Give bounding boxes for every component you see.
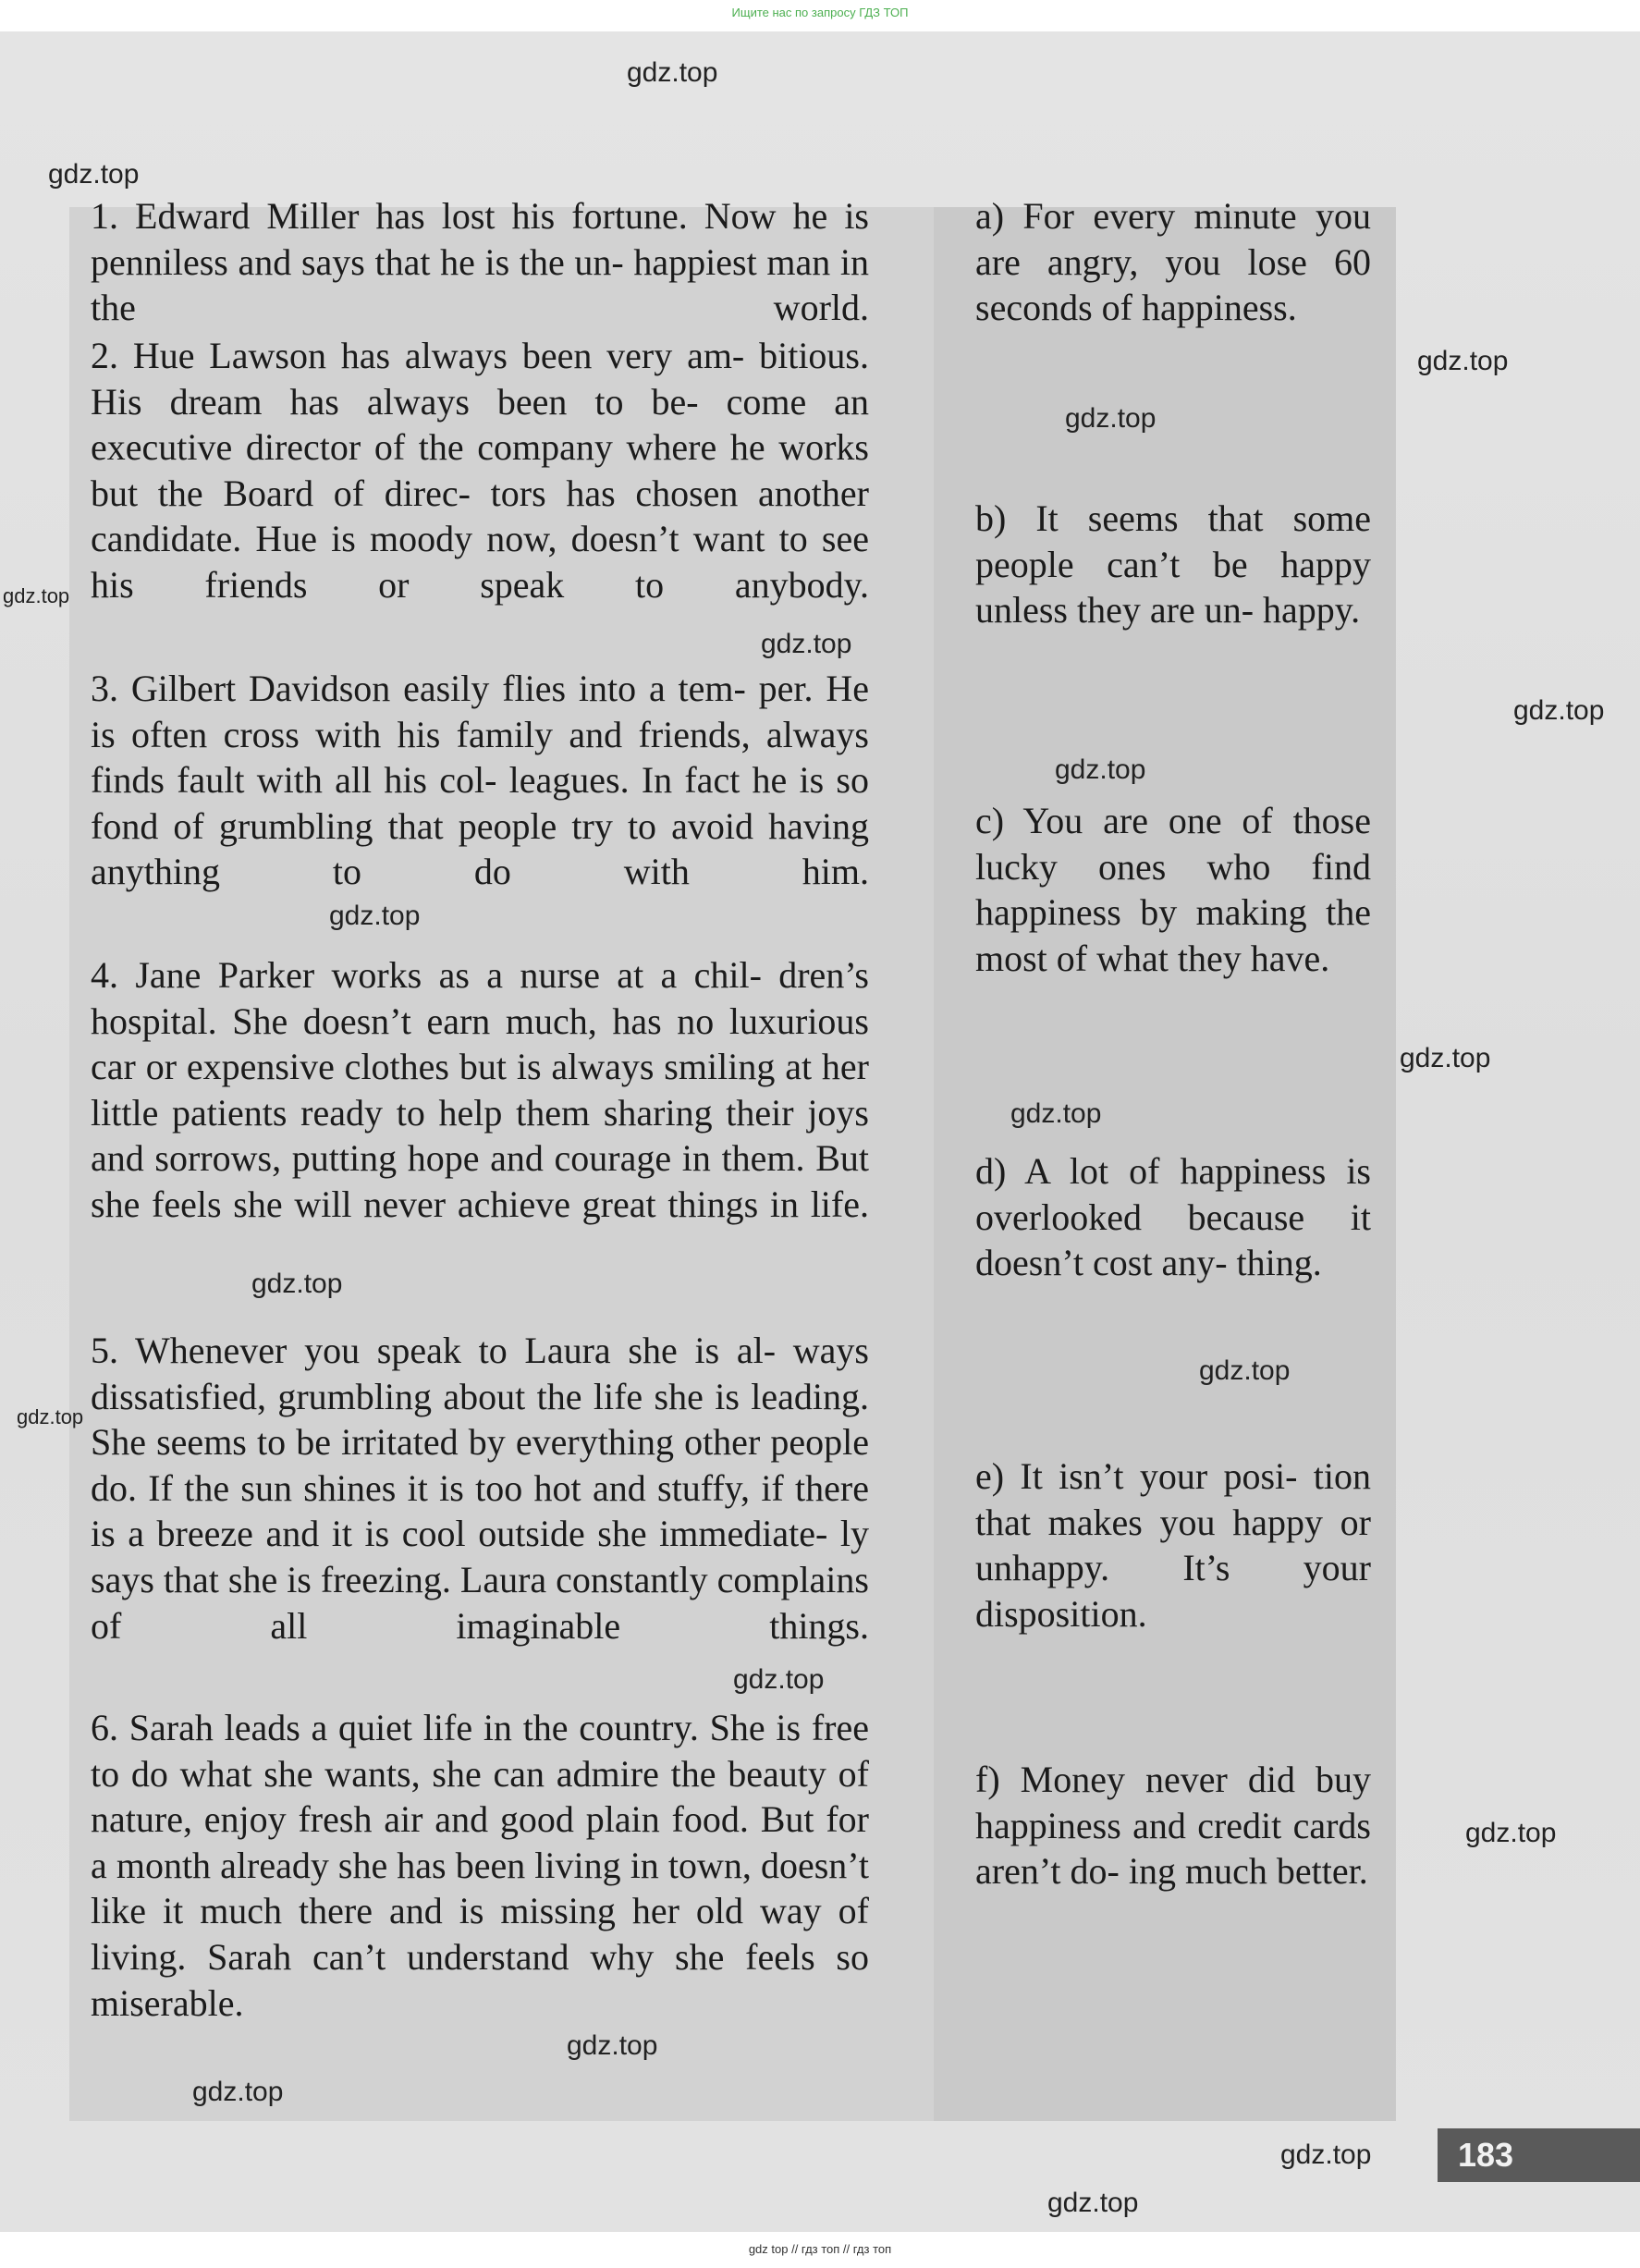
watermark: gdz.top [1417, 346, 1509, 376]
search-hint-link[interactable]: Ищите нас по запросу ГДЗ ТОП [731, 6, 909, 19]
watermark: gdz.top [251, 1269, 343, 1299]
watermark: gdz.top [3, 584, 70, 607]
watermark: gdz.top [761, 629, 852, 659]
situation-1: 1. Edward Miller has lost his fortune. Now he is penniless and says that he is the un- happiest man in the world. [91, 195, 869, 329]
watermark: gdz.top [627, 57, 718, 88]
watermark: gdz.top [567, 2030, 658, 2061]
situation-2: 2. Hue Lawson has always been very am- bitious. His dream has always been to be- come an executive director of the company where he works but the Board of direc- tors has chosen another candidate. Hue is moody now, doesn’t want to see his friends or speak to anybody. [91, 335, 869, 606]
saying-b: b) It seems that some people can’t be happy unless they are un- happy. [975, 497, 1371, 631]
watermark: gdz.top [1065, 403, 1157, 434]
watermark: gdz.top [1280, 2139, 1372, 2170]
footer-links[interactable]: gdz top // гдз топ // гдз топ [748, 2242, 892, 2256]
saying-a: a) For every minute you are angry, you lose 60 seconds of happiness. [975, 195, 1371, 329]
situation-3: 3. Gilbert Davidson easily flies into a tem- per. He is often cross with his family and friends, always finds fault with all his col- leagues. In fact he is so fond of grumbling that people try to avoid having anything to do with him. [91, 668, 869, 893]
situation-4: 4. Jane Parker works as a nurse at a chil- dren’s hospital. She doesn’t earn much, has no luxurious car or expensive clothes but is always smiling at her little patients ready to help them sharing their joys and sorrows, putting hope and courage in them. But she feels she will never achieve great things in life. [91, 954, 869, 1225]
watermark: gdz.top [1010, 1098, 1102, 1129]
saying-d: d) A lot of happiness is overlooked because it doesn’t cost any- thing. [975, 1150, 1371, 1284]
saying-c: c) You are one of those lucky ones who find happiness by making the most of what they have. [975, 800, 1371, 979]
watermark: gdz.top [1400, 1043, 1491, 1073]
saying-f: f) Money never did buy happiness and credit cards aren’t do- ing much better. [975, 1759, 1371, 1893]
watermark: gdz.top [1465, 1818, 1557, 1848]
situation-5: 5. Whenever you speak to Laura she is al- ways dissatisfied, grumbling about the life she is leading. She seems to be irritated by everything other people do. If the sun shines it is too hot and stuffy, if there is a breeze and it is cool outside she immediate- ly says that she is freezing. Laura constantly complains of all imaginable things. [91, 1330, 869, 1647]
watermark: gdz.top [1047, 2188, 1139, 2218]
watermark: gdz.top [1199, 1355, 1291, 1386]
saying-e: e) It isn’t your posi- tion that makes you happy or unhappy. It’s your disposition. [975, 1455, 1371, 1635]
watermark: gdz.top [17, 1405, 84, 1428]
watermark: gdz.top [48, 159, 140, 190]
watermark: gdz.top [733, 1664, 825, 1695]
watermark: gdz.top [192, 2077, 284, 2107]
page-number: 183 [1438, 2128, 1640, 2182]
situation-6: 6. Sarah leads a quiet life in the country. She is free to do what she wants, she can admire the beauty of nature, enjoy fresh air and good plain food. But for a month already she has been living in town, doesn’t like it much there and is missing her old way of living. Sarah can’t understand why she feels so miserable. [91, 1707, 869, 2024]
watermark: gdz.top [329, 901, 421, 931]
watermark: gdz.top [1055, 754, 1146, 785]
watermark: gdz.top [1513, 695, 1605, 726]
